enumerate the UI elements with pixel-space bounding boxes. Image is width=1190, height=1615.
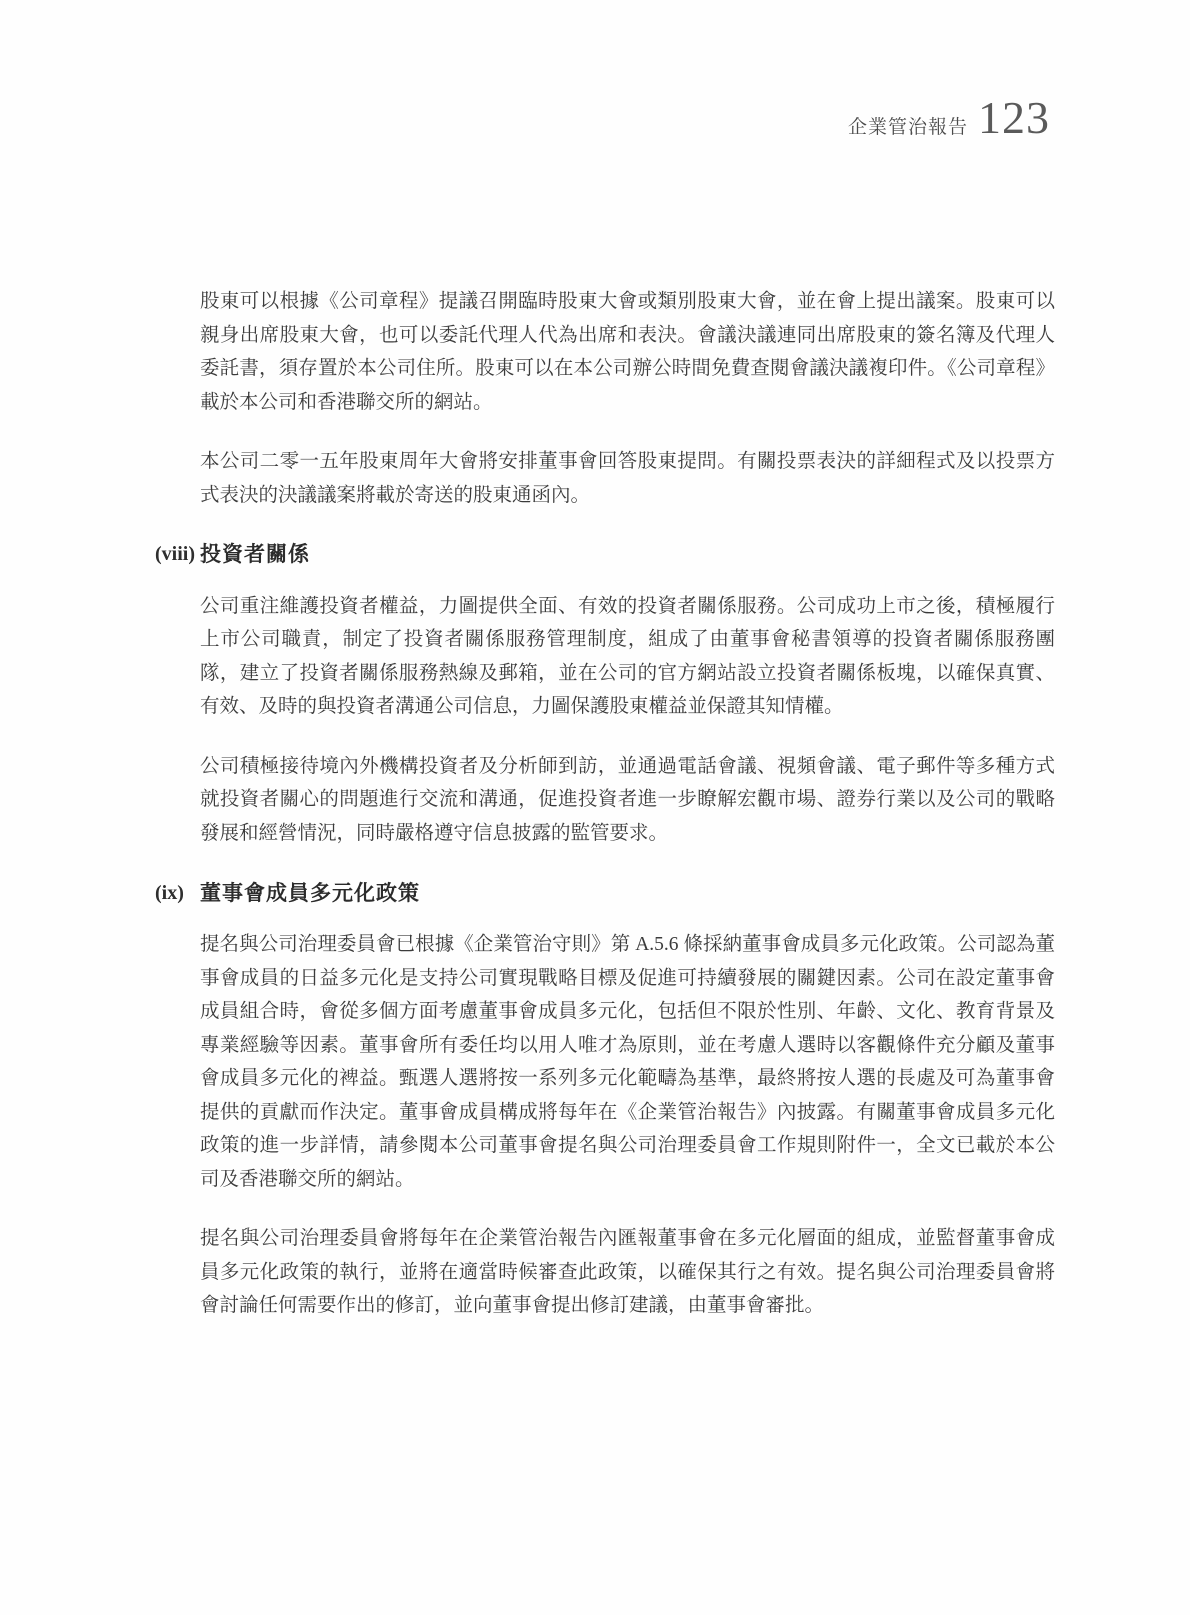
page-header: [847, 92, 1050, 143]
section-title-investor-relations: 投資者關係: [200, 542, 310, 567]
page-number: 123: [978, 92, 1050, 143]
paragraph-ir-communication: 公司積極接待境內外機構投資者及分析師到訪，並通過電話會議、視頻會議、電子郵件等多種方式就投資者關心的問題進行交流和溝通，促進投資者進一步瞭解宏觀市場、證券行業以及公司的戰略發展和經營情況，同時嚴格遵守信息披露的監管要求。: [200, 755, 1055, 844]
page-content: [155, 285, 1055, 1349]
paragraph-agm-2015: 本公司二零一五年股東周年大會將安排董事會回答股東提問。有關投票表決的詳細程式及以投票方式表決的決議議案將載於寄送的股東通函內。: [200, 451, 1055, 506]
paragraph-shareholder-meetings: 股東可以根據《公司章程》提議召開臨時股東大會或類別股東大會，並在會上提出議案。股東可以親身出席股東大會，也可以委託代理人代為出席和表決。會議決議連同出席股東的簽名簿及代理人委託書，須存置於本公司住所。股東可以在本公司辦公時間免費查閱會議決議複印件。《公司章程》載於本公司和香港聯交所的網站。: [200, 291, 1055, 413]
header-section-label: 企業管治報告: [847, 117, 968, 138]
section-title-board-diversity: 董事會成員多元化政策: [200, 880, 420, 905]
paragraph-ir-services: 公司重注維護投資者權益，力圖提供全面、有效的投資者關係服務。公司成功上市之後，積極履行上市公司職責，制定了投資者關係服務管理制度，組成了由董事會秘書領導的投資者關係服務團隊，建立了投資者關係服務熱線及郵箱，並在公司的官方網站設立投資者關係板塊，以確保真實、有效、及時的與投資者溝通公司信息，力圖保護股東權益並保證其知情權。: [200, 595, 1055, 718]
section-number-ix: (ix): [155, 881, 184, 904]
section-number-viii: (viii): [155, 543, 195, 566]
section-heading-board-diversity: [155, 877, 1055, 911]
section-heading-investor-relations: [155, 538, 1055, 572]
paragraph-diversity-review: 提名與公司治理委員會將每年在企業管治報告內匯報董事會在多元化層面的組成，並監督董事會成員多元化政策的執行，並將在適當時候審查此政策，以確保其行之有效。提名與公司治理委員會將會討論任何需要作出的修訂，並向董事會提出修訂建議，由董事會審批。: [200, 1228, 1055, 1317]
paragraph-diversity-policy: 提名與公司治理委員會已根據《企業管治守則》第 A.5.6 條採納董事會成員多元化政策。公司認為董事會成員的日益多元化是支持公司實現戰略目標及促進可持續發展的關鍵因素。公司在設定董事會成員組合時，會從多個方面考慮董事會成員多元化，包括但不限於性別、年齡、文化、教育背景及專業經驗等因素。董事會所有委任均以用人唯才為原則，並在考慮人選時以客觀條件充分顧及董事會成員多元化的裨益。甄選人選將按一系列多元化範疇為基準，最終將按人選的長處及可為董事會提供的貢獻而作決定。董事會成員構成將每年在《企業管治報告》內披露。有關董事會成員多元化政策的進一步詳情，請參閱本公司董事會提名與公司治理委員會工作規則附件一，全文已載於本公司及香港聯交所的網站。: [200, 934, 1055, 1190]
